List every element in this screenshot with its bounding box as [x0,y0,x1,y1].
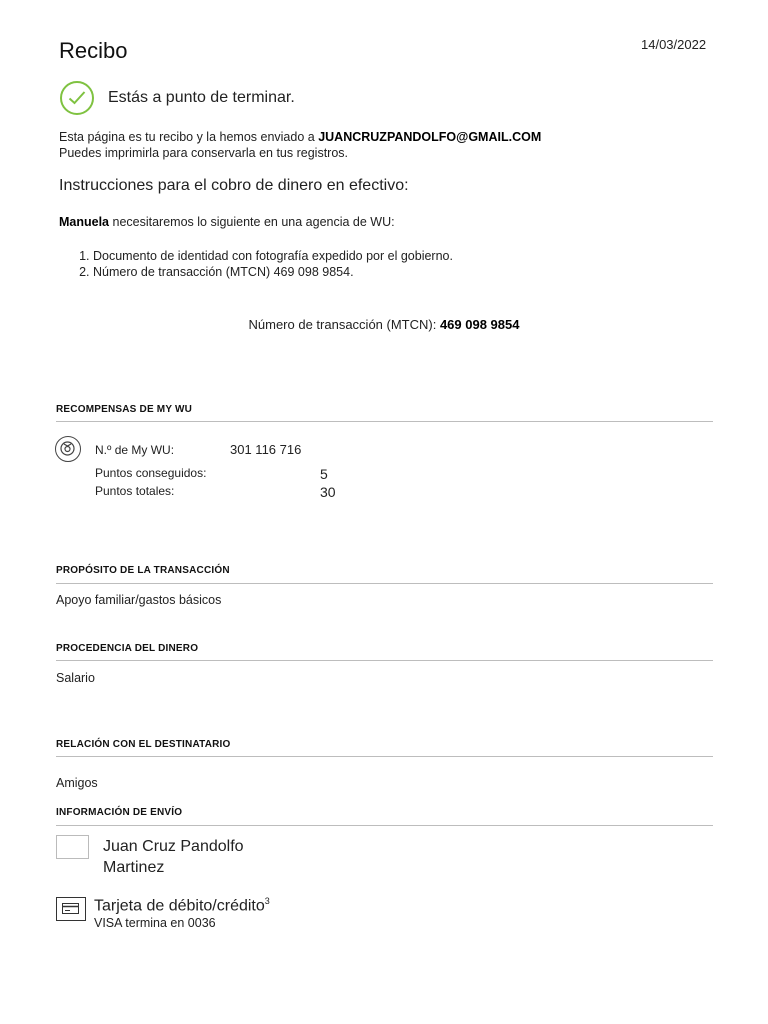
recipient-line1: Juan Cruz Pandolfo [103,838,244,855]
receipt-email: JUANCRUZPANDOLFO@GMAIL.COM [318,130,542,144]
mtcn-line [0,317,768,332]
mtcn-label: Número de transacción (MTCN): [248,317,440,332]
mywu-number: 301 116 716 [230,442,302,457]
points-total-label: Puntos totales: [95,484,175,498]
payment-method [94,896,270,915]
status-message: Estás a punto de terminar. [108,89,295,106]
check-icon [60,81,94,115]
shipping-heading: INFORMACIÓN DE ENVÍO [56,807,183,818]
recipient-line2: Martinez [103,859,165,876]
list-item: 1. Documento de identidad con fotografía expedido por el gobierno. [93,248,453,264]
receipt-note-line2: Puedes imprimirla para conservarla en tus registros. [59,146,349,160]
payment-footnote: 3 [264,896,270,906]
page-title: Recibo [59,38,128,63]
purpose-heading: PROPÓSITO DE LA TRANSACCIÓN [56,565,230,576]
source-heading: PROCEDENCIA DEL DINERO [56,643,199,654]
divider [56,421,713,422]
divider [56,583,713,584]
instructions-needs [59,215,395,229]
purpose-value: Apoyo familiar/gastos básicos [56,593,222,607]
divider [56,756,713,757]
mywu-number-label: N.º de My WU: [95,443,175,457]
mtcn-value: 469 098 9854 [439,317,520,332]
recipient-avatar [56,835,89,859]
instructions-heading: Instrucciones para el cobro de dinero en efectivo: [59,177,409,194]
receipt-date: 14/03/2022 [641,37,707,52]
payment-title: Tarjeta de débito/crédito [94,897,265,915]
requirements-list [59,248,453,280]
divider [56,660,713,661]
source-value: Salario [56,671,95,685]
rewards-icon [55,436,81,462]
needs-text: necesitaremos lo siguiente en una agencia de WU: [109,215,395,229]
payment-detail: VISA termina en 0036 [94,916,216,930]
rewards-heading: RECOMPENSAS DE MY WU [56,404,193,415]
receiver-name: Manuela [59,215,110,229]
recipient-name [103,836,244,878]
points-earned: 5 [320,466,328,482]
points-total: 30 [320,484,336,500]
divider [56,825,713,826]
relation-value: Amigos [56,776,98,790]
relation-heading: RELACIÓN CON EL DESTINATARIO [56,739,231,750]
list-item: 2. Número de transacción (MTCN) 469 098 9854. [93,264,453,280]
credit-card-icon [56,897,86,921]
receipt-note [59,129,541,161]
receipt-note-prefix: Esta página es tu recibo y la hemos enviado a [59,130,319,144]
points-earned-label: Puntos conseguidos: [95,466,207,480]
